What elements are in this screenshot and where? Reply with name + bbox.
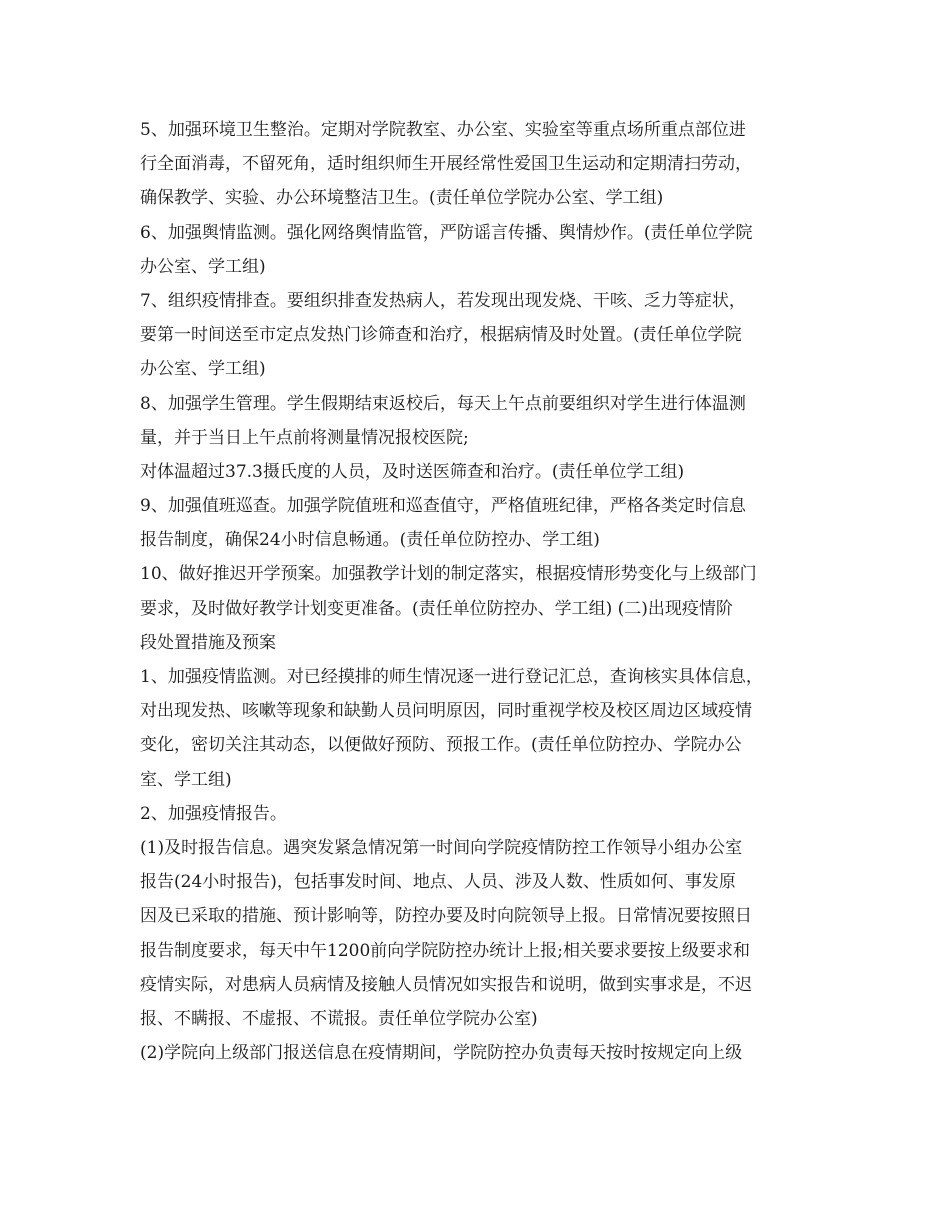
text-line: 对体温超过37.3摄氏度的人员，及时送医筛查和治疗。(责任单位学工组) (140, 461, 685, 482)
text-line: 报告制度，确保24小时信息畅通。(责任单位防控办、学工组) (140, 530, 600, 551)
text-line: 办公室、学工组) (140, 256, 266, 277)
text-line: 7、组织疫情排查。要组织排查发热病人，若发现出现发烧、干咳、乏力等症状， (140, 290, 746, 311)
text-line: 因及已采取的措施、预计影响等，防控办要及时向院领导上报。日常情况要按照日 (140, 906, 752, 927)
text-line: 6、加强舆情监测。强化网络舆情监管，严防谣言传播、舆情炒作。(责任单位学院 (140, 222, 753, 243)
text-line: 要第一时间送至市定点发热门诊筛查和治疗，根据病情及时处置。(责任单位学院 (140, 325, 742, 346)
text-line: 疫情实际，对患病人员病情及接触人员情况如实报告和说明，做到实事求是，不迟 (140, 974, 752, 995)
text-line: 行全面消毒，不留死角，适时组织师生开展经常性爱国卫生运动和定期清扫劳动， (140, 154, 752, 175)
text-line: 报、不瞒报、不虚报、不谎报。责任单位学院办公室) (140, 1008, 538, 1029)
text-line: 报告制度要求，每天中午1200前向学院防控办统计上报;相关要求要按上级要求和 (140, 940, 750, 961)
text-line: 量，并于当日上午点前将测量情况报校医院; (140, 427, 469, 448)
text-line: 确保教学、实验、办公环境整洁卫生。(责任单位学院办公室、学工组) (140, 188, 664, 209)
text-line: 2、加强疫情报告。 (140, 803, 287, 824)
text-line: 对出现发热、咳嗽等现象和缺勤人员问明原因，同时重视学校及校区周边区域疫情 (140, 701, 752, 722)
text-line: 段处置措施及预案 (140, 632, 276, 653)
text-line: 9、加强值班巡查。加强学院值班和巡查值守，严格值班纪律，严格各类定时信息 (140, 496, 746, 517)
text-line: 室、学工组) (140, 769, 232, 790)
text-line: 变化，密切关注其动态，以便做好预防、预报工作。(责任单位防控办、学院办公 (140, 735, 742, 756)
text-line: (2)学院向上级部门报送信息在疫情期间，学院防控办负责每天按时按规定向上级 (140, 1043, 743, 1064)
text-line: (1)及时报告信息。遇突发紧急情况第一时间向学院疫情防控工作领导小组办公室 (140, 837, 743, 858)
text-line: 1、加强疫情监测。对已经摸排的师生情况逐一进行登记汇总，查询核实具体信息， (140, 667, 763, 687)
text-line: 10、做好推迟开学预案。加强教学计划的制定落实，根据疫情形势变化与上级部门 (140, 564, 757, 585)
text-line: 5、加强环境卫生整治。定期对学院教室、办公室、实验室等重点场所重点部位进 (140, 120, 746, 140)
document-body (140, 113, 830, 1070)
text-line: 办公室、学工组) (140, 359, 266, 380)
text-line: 8、加强学生管理。学生假期结束返校后，每天上午点前要组织对学生进行体温测 (140, 393, 746, 414)
text-line: 报告(24小时报告)，包括事发时间、地点、人员、涉及人数、性质如何、事发原 (140, 872, 736, 893)
text-line: 要求，及时做好教学计划变更准备。(责任单位防控办、学工组) (二)出现疫情阶 (140, 598, 733, 619)
